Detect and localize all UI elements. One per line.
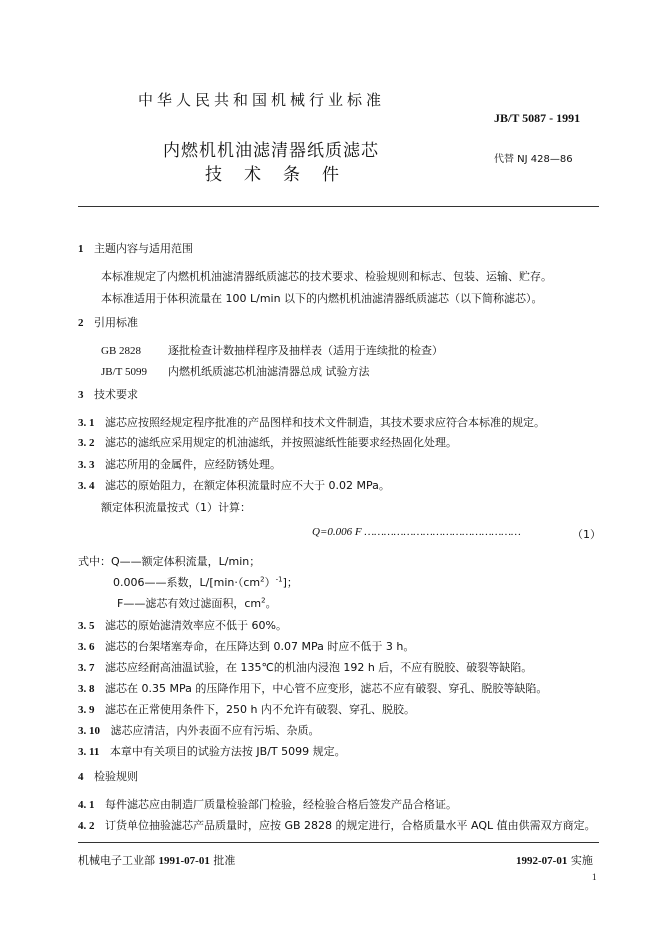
clause xyxy=(78,701,415,717)
clause xyxy=(78,434,457,450)
reference-code: JB/T 5099 xyxy=(101,366,147,378)
clause-text: 滤芯的原始滤清效率应不低于 60%。 xyxy=(105,619,287,632)
where-text: Q——额定体积流量，L/min； xyxy=(111,555,261,568)
clause-text: 滤芯的滤纸应采用规定的机油滤纸，并按照滤纸性能要求经热固化处理。 xyxy=(105,436,457,449)
reference-row xyxy=(101,342,443,358)
top-rule xyxy=(78,206,599,207)
section-number: 3 xyxy=(78,389,84,401)
reference-name: 内燃机纸质滤芯机油滤清器总成 试验方法 xyxy=(168,365,370,378)
section-number: 2 xyxy=(78,317,84,329)
paragraph: 本标准规定了内燃机机油滤清器纸质滤芯的技术要求、检验规则和标志、包装、运输、贮存。 xyxy=(101,270,552,283)
clause-number: 3. 4 xyxy=(78,480,95,492)
clause xyxy=(78,456,281,472)
approval-line xyxy=(78,852,235,868)
page-number: 1 xyxy=(592,872,597,882)
section-4-heading xyxy=(78,768,138,784)
reference-code: GB 2828 xyxy=(101,345,142,357)
coef-text: 0.006——系数，L/[min·（cm xyxy=(113,576,261,589)
clause xyxy=(78,743,346,759)
superscript: -1 xyxy=(275,575,283,584)
clause xyxy=(78,638,414,654)
reference-name: 逐批检查计数抽样程序及抽样表（适用于连续批的检查） xyxy=(168,344,443,357)
section-title: 引用标准 xyxy=(94,316,138,329)
clause-number: 3. 3 xyxy=(78,459,95,471)
clause-text: 滤芯在 0.35 MPa 的压降作用下，中心管不应变形，滤芯不应有破裂、穿孔、脱胶等缺陷。 xyxy=(105,682,548,695)
where-f xyxy=(117,595,277,611)
where-coefficient xyxy=(113,574,298,590)
clause-text: 滤芯的台架堵塞寿命，在压降达到 0.07 MPa 时应不低于 3 h。 xyxy=(105,640,415,653)
paragraph: 本标准适用于体积流量在 100 L/min 以下的内燃机机油滤清器纸质滤芯（以下简称滤芯）。 xyxy=(101,292,543,305)
clause xyxy=(78,796,457,812)
section-2-heading xyxy=(78,314,138,330)
doc-title-line2: 技术条件 xyxy=(205,165,361,185)
bottom-rule xyxy=(78,842,599,843)
impl-date: 1992-07-01 xyxy=(516,855,568,867)
where-q xyxy=(78,553,260,569)
section-number: 4 xyxy=(78,771,84,783)
clause-number: 3. 6 xyxy=(78,641,95,653)
clause xyxy=(78,477,390,493)
section-title: 技术要求 xyxy=(94,388,138,401)
doc-title-line1: 内燃机机油滤清器纸质滤芯 xyxy=(163,141,379,161)
clause xyxy=(78,659,532,675)
clause xyxy=(78,414,545,430)
clause-text: 滤芯应按照经规定程序批准的产品图样和技术文件制造，其技术要求应符合本标准的规定。 xyxy=(105,416,545,429)
clause-number: 3. 7 xyxy=(78,662,95,674)
where-label: 式中： xyxy=(78,555,111,568)
replaces-note: 代替 NJ 428—86 xyxy=(494,154,573,165)
clause-number: 3. 2 xyxy=(78,437,95,449)
coef-text: ） xyxy=(264,576,276,589)
clause-text: 每件滤芯应由制造厂质量检验部门检验，经检验合格后签发产品合格证。 xyxy=(105,798,457,811)
formula-number: （1） xyxy=(572,528,601,541)
issuer: 机械电子工业部 xyxy=(78,854,155,867)
clause-text: 滤芯应经耐高油温试验，在 135℃的机油内浸泡 192 h 后，不应有脱胶、破裂等缺陷。 xyxy=(105,661,533,674)
flow-intro: 额定体积流量按式（1）计算： xyxy=(101,501,251,514)
implementation-line xyxy=(516,852,593,868)
clause-number: 3. 1 xyxy=(78,417,95,429)
superscript: 2 xyxy=(261,596,266,605)
clause-number: 4. 2 xyxy=(78,820,95,832)
clause-text: 订货单位抽验滤芯产品质量时，应按 GB 2828 的规定进行，合格质量水平 AQL 值由供需双方商定。 xyxy=(105,819,596,832)
clause xyxy=(78,680,547,696)
clause-number: 3. 10 xyxy=(78,725,100,737)
coef-text: ]； xyxy=(282,576,298,589)
clause-text: 滤芯所用的金属件，应经防锈处理。 xyxy=(105,458,281,471)
clause-text: 本章中有关项目的试验方法按 JB/T 5099 规定。 xyxy=(109,745,346,758)
superscript: 2 xyxy=(260,575,265,584)
clause xyxy=(78,817,596,833)
clause xyxy=(78,722,320,738)
section-title: 主题内容与适用范围 xyxy=(94,242,193,255)
clause-text: 滤芯在正常使用条件下，250 h 内不允许有破裂、穿孔、脱胶。 xyxy=(105,703,415,716)
standard-code: JB/T 5087 - 1991 xyxy=(494,111,581,125)
clause xyxy=(78,617,287,633)
approve-label: 批准 xyxy=(213,854,236,867)
section-3-heading xyxy=(78,386,138,402)
section-1-heading xyxy=(78,240,193,256)
standard-name: 中华人民共和国机械行业标准 xyxy=(138,91,386,109)
clause-text: 滤芯应清洁，内外表面不应有污垢、杂质。 xyxy=(110,724,320,737)
formula: Q=0.006 F ………………………………………… xyxy=(312,526,521,538)
approve-date: 1991-07-01 xyxy=(158,855,210,867)
f-text: 。 xyxy=(265,597,277,610)
f-text: F——滤芯有效过滤面积，cm xyxy=(117,597,262,610)
section-title: 检验规则 xyxy=(94,770,138,783)
clause-number: 3. 9 xyxy=(78,704,95,716)
clause-number: 3. 8 xyxy=(78,683,95,695)
clause-text: 滤芯的原始阻力，在额定体积流量时应不大于 0.02 MPa。 xyxy=(105,479,390,492)
reference-row xyxy=(101,363,370,379)
clause-number: 3. 11 xyxy=(78,746,100,758)
impl-label: 实施 xyxy=(570,854,593,867)
clause-number: 3. 5 xyxy=(78,620,95,632)
clause-number: 4. 1 xyxy=(78,799,95,811)
section-number: 1 xyxy=(78,243,84,255)
